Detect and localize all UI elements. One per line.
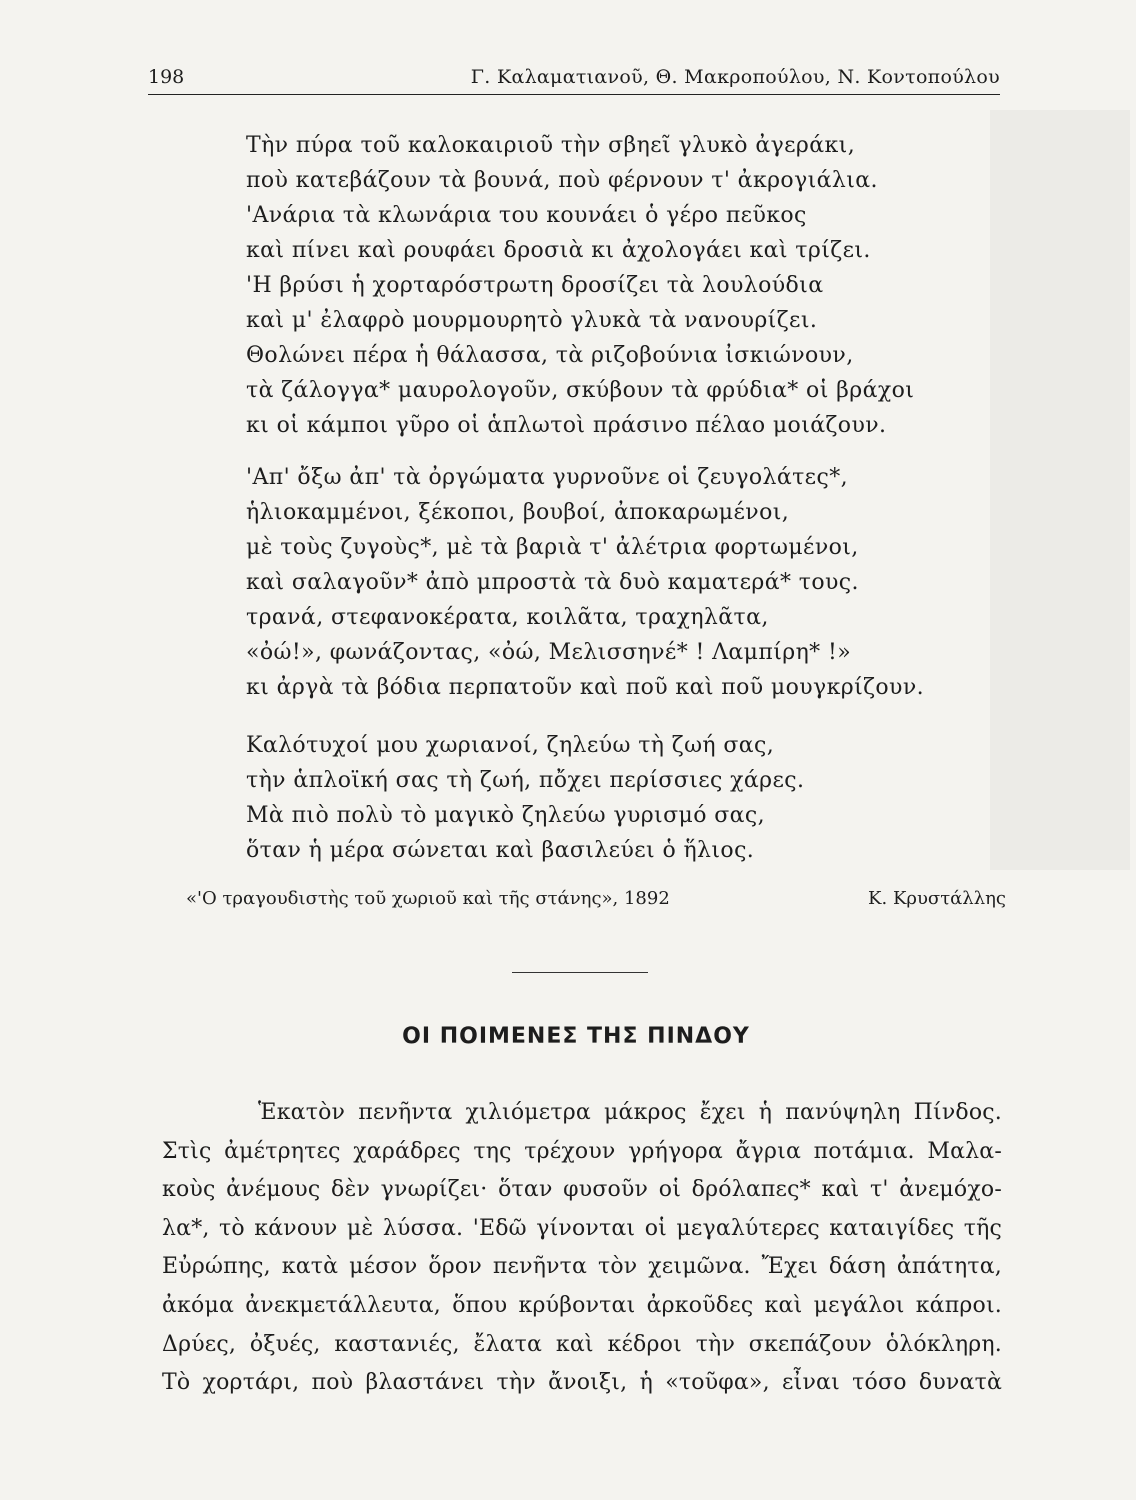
poem-line: ὅταν ἡ μέρα σώνεται καὶ βασιλεύει ὁ ἥλιος.: [246, 838, 755, 863]
show-through-shadow: [990, 110, 1130, 870]
poem-line: Καλότυχοί μου χωριανοί, ζηλεύω τὴ ζωή σας,: [246, 733, 775, 758]
poem-line: 'Η βρύσι ἡ χορταρόστρωτη δροσίζει τὰ λουλούδια: [246, 273, 824, 298]
section-title: ΟΙ ΠΟΙΜΕΝΕΣ ΤΗΣ ΠΙΝΔΟΥ: [402, 1024, 750, 1049]
poem-line: τὰ ζάλογγα* μαυρολογοῦν, σκύβουν τὰ φρύδια* οἱ βράχοι: [246, 378, 915, 403]
poem-line: τὴν ἁπλοϊκή σας τὴ ζωή, πὄχει περίσσιες χάρες.: [246, 768, 805, 793]
page-header: [148, 62, 1000, 95]
poem-line: Τὴν πύρα τοῦ καλοκαιριοῦ τὴν σβηεῖ γλυκὸ ἀγεράκι,: [246, 133, 856, 158]
poem-line: Θολώνει πέρα ἡ θάλασσα, τὰ ριζοβούνια ἰσκιώνουν,: [246, 343, 854, 368]
poem-stanza-2: [246, 460, 1006, 705]
poem-line: κι ἀργὰ τὰ βόδια περπατοῦν καὶ ποῦ καὶ ποῦ μουγκρίζουν.: [246, 675, 925, 700]
poem-stanza-3: [246, 728, 1006, 868]
poem-line: 'Απ' ὄξω ἀπ' τὰ ὀργώματα γυρνοῦνε οἱ ζευγολάτες*,: [246, 465, 848, 490]
body-line: Ἑκατὸν πενῆντα χιλιόμετρα μάκρος ἔχει ἡ πανύψηλη Πίνδος.: [258, 1100, 1002, 1125]
body-line: κοὺς ἀνέμους δὲν γνωρίζει· ὅταν φυσοῦν οἱ δρόλαπες* καὶ τ' ἀνεμόχο-: [162, 1177, 1002, 1203]
poem-line: «ὀώ!», φωνάζοντας, «ὀώ, Μελισσηνέ* ! Λαμπίρη* !»: [246, 640, 852, 665]
section-divider: [512, 972, 648, 973]
body-line: Τὸ χορτάρι, ποὺ βλαστάνει τὴν ἄνοιξι, ἡ «τοῦφα», εἶναι τόσο δυνατὰ: [162, 1370, 1002, 1396]
page-number: 198: [148, 66, 185, 88]
poem-line: μὲ τοὺς ζυγοὺς*, μὲ τὰ βαριὰ τ' ἀλέτρια φορτωμένοι,: [246, 535, 859, 560]
poem-line: Μὰ πιὸ πολὺ τὸ μαγικὸ ζηλεύω γυρισμό σας,: [246, 803, 766, 828]
poem-line: τρανά, στεφανοκέρατα, κοιλᾶτα, τραχηλᾶτα,: [246, 605, 769, 630]
section-body: [162, 1094, 1002, 1403]
body-line: Εὐρώπης, κατὰ μέσον ὅρον πενῆντα τὸν χειμῶνα. Ἔχει δάση ἀπάτητα,: [162, 1254, 1002, 1280]
poem-line: ἡλιοκαμμένοι, ξέκοποι, βουβοί, ἀποκαρωμένοι,: [246, 500, 790, 525]
body-line: λα*, τὸ κάνουν μὲ λύσσα. 'Εδῶ γίνονται οἱ μεγαλύτερες καταιγίδες τῆς: [162, 1215, 1002, 1241]
poem-line: ποὺ κατεβάζουν τὰ βουνά, ποὺ φέρνουν τ' ἀκρογιάλια.: [246, 168, 878, 193]
poem-line: καὶ πίνει καὶ ρουφάει δροσιὰ κι ἀχολογάει καὶ τρίζει.: [246, 238, 871, 263]
body-line: Δρύες, ὀξυές, καστανιές, ἔλατα καὶ κέδροι τὴν σκεπάζουν ὁλόκληρη.: [162, 1331, 1002, 1357]
poem-line: καὶ μ' ἐλαφρὸ μουρμουρητὸ γλυκὰ τὰ νανουρίζει.: [246, 308, 818, 333]
running-title: Γ. Καλαματιανοῦ, Θ. Μακροπούλου, Ν. Κοντοπούλου: [470, 66, 1000, 88]
poem-author: Κ. Κρυστάλλης: [868, 888, 1006, 909]
poem-source: «'Ο τραγουδιστὴς τοῦ χωριοῦ καὶ τῆς στάνης», 1892: [186, 888, 670, 909]
body-line: Στὶς ἀμέτρητες χαράδρες της τρέχουν γρήγορα ἄγρια ποτάμια. Μαλα-: [162, 1138, 1002, 1164]
body-line: ἀκόμα ἀνεκμετάλλευτα, ὅπου κρύβονται ἀρκοῦδες καὶ μεγάλοι κάπροι.: [162, 1292, 1002, 1318]
poem-attribution: [186, 884, 1006, 916]
poem-stanza-1: [246, 128, 1006, 443]
poem-line: 'Ανάρια τὰ κλωνάρια του κουνάει ὁ γέρο πεῦκος: [246, 203, 807, 228]
poem-line: κι οἱ κάμποι γῦρο οἱ ἁπλωτοὶ πράσινο πέλαο μοιάζουν.: [246, 413, 887, 438]
poem-line: καὶ σαλαγοῦν* ἀπὸ μπροστὰ τὰ δυὸ καματερά* τους.: [246, 570, 859, 595]
